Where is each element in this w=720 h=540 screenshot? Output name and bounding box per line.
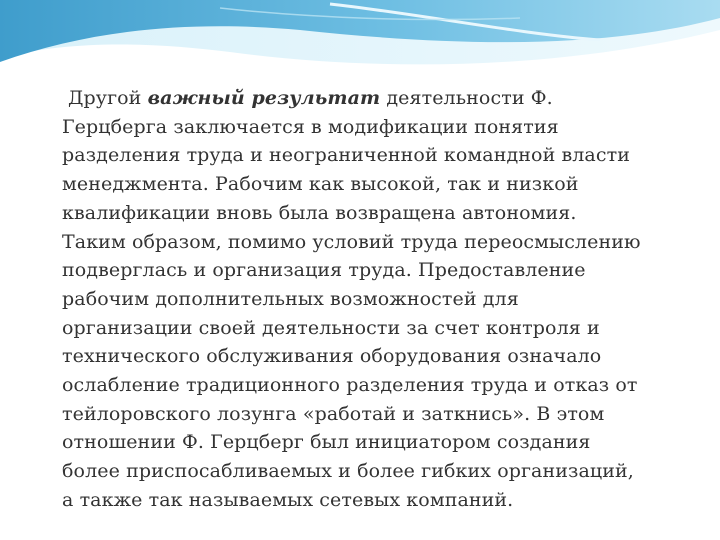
emphasis-text: важный результат bbox=[147, 87, 381, 109]
text-line: менеджмента. Рабочим как высокой, так и низкой bbox=[62, 173, 579, 196]
intro-text: Другой bbox=[68, 87, 148, 109]
text-line: тейлоровского лозунга «работай и заткнись». В этом bbox=[62, 402, 605, 425]
text-line: квалификации вновь была возвращена автономия. bbox=[62, 201, 577, 224]
text-line: а также так называемых сетевых компаний. bbox=[62, 488, 514, 511]
line1-rest-text: деятельности Ф. bbox=[380, 87, 553, 109]
text-line: ослабление традиционного разделения труда и отказ от bbox=[62, 374, 638, 397]
text-line: отношении Ф. Герцберг был инициатором создания bbox=[62, 431, 591, 454]
text-line: Таким образом, помимо условий труда переосмыслению bbox=[62, 230, 641, 253]
text-line: Герцберга заключается в модификации понятия bbox=[62, 115, 559, 138]
text-line: более приспосабливаемых и более гибких организаций, bbox=[62, 460, 634, 483]
text-line: разделения труда и неограниченной командной власти bbox=[62, 144, 630, 167]
text-line: технического обслуживания оборудования означало bbox=[62, 345, 602, 368]
text-line-1 bbox=[62, 84, 702, 113]
text-line: рабочим дополнительных возможностей для bbox=[62, 287, 519, 310]
wave-header-decoration bbox=[0, 0, 720, 90]
text-line: организации своей деятельности за счет контроля и bbox=[62, 316, 600, 339]
body-paragraph bbox=[62, 84, 702, 515]
text-line: подверглась и организация труда. Предоставление bbox=[62, 259, 586, 282]
